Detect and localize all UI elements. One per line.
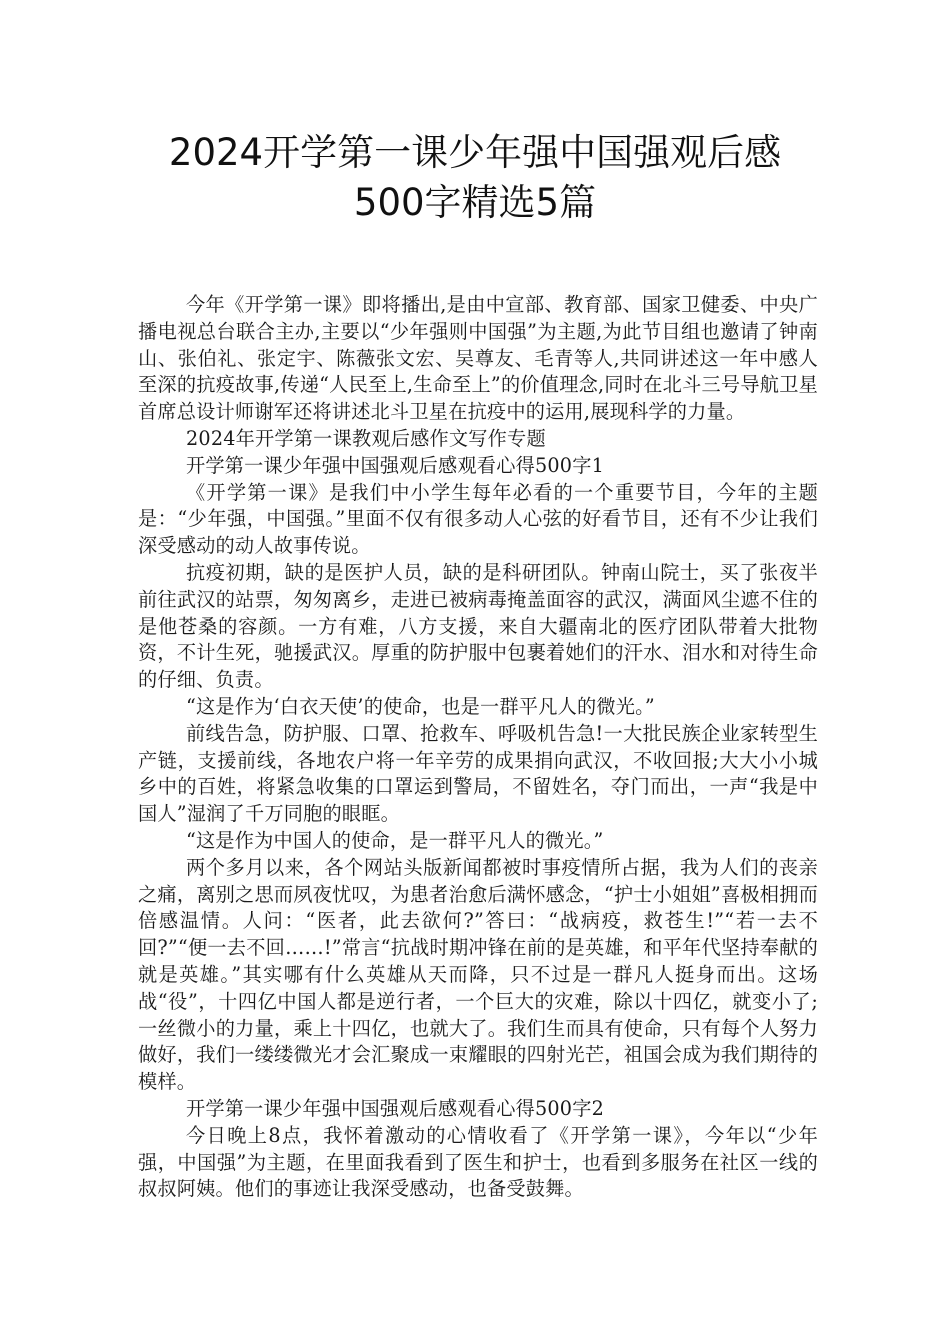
title-line-1: 2024开学第一课少年强中国强观后感	[168, 131, 782, 174]
document-title	[0, 128, 950, 228]
body-paragraph: 前线告急，防护服、口罩、抢救车、呼吸机告急!一大批民族企业家转型生产链，支援前线，各地农户将一年辛劳的成果捐向武汉，不收回报;大大小小城乡中的百姓，将紧急收集的口罩运到警局，不留姓名，夺门而出，一声“我是中国人”湿润了千万同胞的眼眶。	[138, 721, 818, 826]
quote-paragraph: “这是作为中国人的使命，是一群平凡人的微光。”	[186, 828, 604, 852]
body-paragraph: 两个多月以来，各个网站头版新闻都被时事疫情所占据，我为人们的丧亲之痛，离别之思而夙夜忧叹，为患者治愈后满怀感念，“护士小姐姐”喜极相拥而倍感温情。人问：“医者，此去欲何?”答曰：“战病疫，救苍生!”“若一去不回?”“便一去不回……!”常言“抗战时期冲锋在前的是英雄，和平年代坚持奉献的就是英雄。”其实哪有什么英雄从天而降，只不过是一群凡人挺身而出。这场战“役”，十四亿中国人都是逆行者，一个巨大的灾难，除以十四亿，就变小了;一丝微小的力量，乘上十四亿，也就大了。我们生而具有使命，只有每个人努力做好，我们一缕缕微光才会汇聚成一束耀眼的四射光芒，祖国会成为我们期待的模样。	[138, 855, 818, 1094]
quote-paragraph: “这是作为‘白衣天使’的使命，也是一群平凡人的微光。”	[186, 694, 655, 718]
body-paragraph: 今日晚上8点，我怀着激动的心情收看了《开学第一课》，今年以“少年强，中国强”为主题，在里面我看到了医生和护士，也看到多服务在社区一线的叔叔阿姨。他们的事迹让我深受感动，也备受鼓舞。	[138, 1123, 818, 1201]
essay-1-heading: 开学第一课少年强中国强观后感观看心得500字1	[186, 453, 604, 477]
title-line-2: 500字精选5篇	[353, 181, 597, 224]
body-paragraph: 抗疫初期，缺的是医护人员，缺的是科研团队。钟南山院士，买了张夜半前往武汉的站票，匆匆离乡，走进已被病毒掩盖面容的武汉，满面风尘遮不住的是他苍桑的容颜。一方有难，八方支援，来自大疆南北的医疗团队带着大批物资，不计生死，驰援武汉。厚重的防护服中包裹着她们的汗水、泪水和对待生命的仔细、负责。	[138, 560, 818, 692]
body-paragraph: 《开学第一课》是我们中小学生每年必看的一个重要节目，今年的主题是：“少年强，中国强。”里面不仅有很多动人心弦的好看节目，还有不少让我们深受感动的动人故事传说。	[138, 480, 818, 558]
intro-paragraph: 今年《开学第一课》即将播出,是由中宣部、教育部、国家卫健委、中央广播电视总台联合主办,主要以“少年强则中国强”为主题,为此节目组也邀请了钟南山、张伯礼、张定宇、陈薇张文宏、吴尊友、毛青等人,共同讲述这一年中感人至深的抗疫故事,传递“人民至上,生命至上”的价值理念,同时在北斗三号导航卫星首席总设计师谢军还将讲述北斗卫星在抗疫中的运用,展现科学的力量。	[138, 293, 818, 424]
section-heading: 2024年开学第一课教观后感作文写作专题	[186, 426, 546, 450]
document-body	[138, 292, 818, 1203]
essay-2-heading: 开学第一课少年强中国强观后感观看心得500字2	[186, 1096, 604, 1120]
